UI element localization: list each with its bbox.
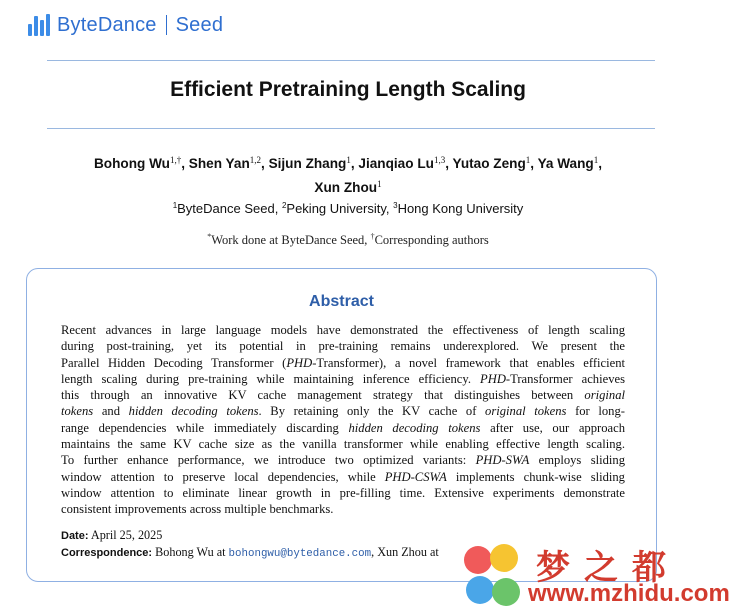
logo-separator [166,15,167,35]
date-line [61,528,162,543]
author-name: Xun Zhou [314,180,378,195]
author-name: Yutao Zeng [452,156,526,171]
abstract-line [61,420,625,436]
correspondence-name-2: , Xun Zhou at [371,545,439,559]
abstract-emphasis: hidden decoding tokens [348,420,481,435]
abstract-line [61,355,625,371]
watermark-yellow-face-icon [490,544,518,572]
abstract-text: window attention to preserve local dependencies, while [61,469,385,484]
author-affiliation-mark: 1,3 [433,155,446,165]
affiliation-mark: 2 [281,201,287,210]
affiliation-name: Hong Kong University [397,201,524,216]
star-mark: * [207,232,212,241]
abstract-text: -Transformer achieves [505,371,625,386]
abstract-heading: Abstract [309,293,374,310]
author-affiliation-mark: 1 [593,155,599,165]
affiliation-name: ByteDance Seed [177,201,275,216]
correspondence-name-1: Bohong Wu at [155,545,229,559]
abstract-text: and [93,404,129,419]
correspondence-email-link[interactable]: bohongwu@bytedance.com [228,548,372,560]
title-rule [47,128,655,129]
abstract-text: employs sliding [529,453,625,468]
abstract-line [61,371,625,387]
author-affiliation-mark: 1,† [169,155,182,165]
abstract-text: consistent improvements across multiple benchmarks. [61,502,334,517]
date-label: Date: [61,530,89,542]
author-name: Ya Wang [537,156,594,171]
author-note [0,232,696,248]
abstract-emphasis: PHD [480,371,506,386]
abstract-body [61,322,625,518]
abstract-emphasis: hidden decoding tokens [128,404,259,419]
abstract-line [61,501,625,517]
corresponding-note: Corresponding authors [374,233,489,247]
date-value: April 25, 2025 [90,528,163,542]
watermark-blue-face-icon [466,576,494,604]
abstract-emphasis: original [584,388,625,403]
abstract-text: during post-training, yet its potential in pre-training remains underexplored. We present the [61,339,625,354]
watermark-chinese-text: 梦之都 [536,548,680,588]
author-affiliation-mark: 1 [346,155,351,165]
author-affiliation-mark: 1 [525,155,531,165]
abstract-text: . By retaining only the KV cache of [258,404,486,419]
abstract-emphasis: PHD-SWA [475,453,530,468]
abstract-emphasis: PHD-CSWA [384,469,447,484]
abstract-text: Parallel Hidden Decoding Transformer ( [61,355,287,370]
paper-title: Efficient Pretraining Length Scaling [170,78,526,101]
dagger-mark: † [370,232,375,241]
abstract-line [61,436,625,452]
affiliation-mark: 1 [172,201,178,210]
affiliation-mark: 3 [393,201,398,210]
site-watermark [460,538,730,610]
abstract-text: window attention to eliminate linear growth in pre-filling time. Extensive experiments demonstrate [61,485,625,500]
correspondence-line [61,545,439,560]
abstract-line [61,403,625,419]
abstract-card [26,268,657,582]
abstract-emphasis: original tokens [485,404,567,419]
abstract-emphasis: tokens [61,404,94,419]
watermark-green-face-icon [492,578,520,606]
abstract-text: Recent advances in large language models have demonstrated the effectiveness of length scaling [61,323,625,337]
watermark-url: www.mzhidu.com [528,580,730,607]
abstract-line [61,322,625,338]
logo-bars-icon [28,14,50,36]
abstract-text: range dependencies while immediately discarding [61,420,349,435]
author-name: Shen Yan [188,156,250,171]
abstract-emphasis: PHD [286,355,313,370]
abstract-line [61,469,625,485]
abstract-text: this through an innovative KV cache management strategy that distinguishes between [61,388,585,403]
abstract-line [61,338,625,354]
author-list: Bohong $Wu^{1,\dagger}$, Shen Yan$^{1,2}$, Sijun Zhang$^1$, Jianqiao Lu$^{1,3}$, Yutao Zeng$^1$, Ya Wang$^1$, Xun Zhou$^1$ [93,155,603,195]
abstract-text: implements chunk-wise sliding [446,469,625,484]
abstract-line [61,452,625,468]
author-name: Bohong Wu [93,156,170,171]
abstract-text: for long- [566,404,625,419]
author-name: Sijun Zhang [268,156,347,171]
abstract-line [61,387,625,403]
top-rule [47,60,655,61]
abstract-text: To further enhance performance, we introduce two optimized variants: [61,453,476,468]
logo-brand: ByteDance [57,13,157,36]
work-done-note: Work done at ByteDance Seed, [211,233,371,247]
affiliation-name: Peking University [286,201,386,216]
correspondence-label: Correspondence: [61,547,153,559]
author-affiliation-mark: 1 [377,179,382,189]
abstract-text: after use, our approach [480,420,625,435]
abstract-line [61,485,625,501]
affiliation-list: $^1$ByteDance Seed, $^2$Peking University, $^3$Hong Kong University [172,201,524,216]
watermark-red-face-icon [464,546,492,574]
abstract-text: maintains the same KV cache size as the vanilla transformer while enabling effective length scaling. [61,437,625,452]
author-affiliation-mark: 1,2 [249,155,261,165]
bytedance-seed-logo [28,12,223,38]
abstract-text: -Transformer), a novel framework that enables efficient [312,355,626,370]
author-name: Jianqiao Lu [358,156,434,171]
logo-sub-brand: Seed [175,13,224,36]
abstract-text: length scaling during pre-training while maintaining inference efficiency. [61,371,481,386]
